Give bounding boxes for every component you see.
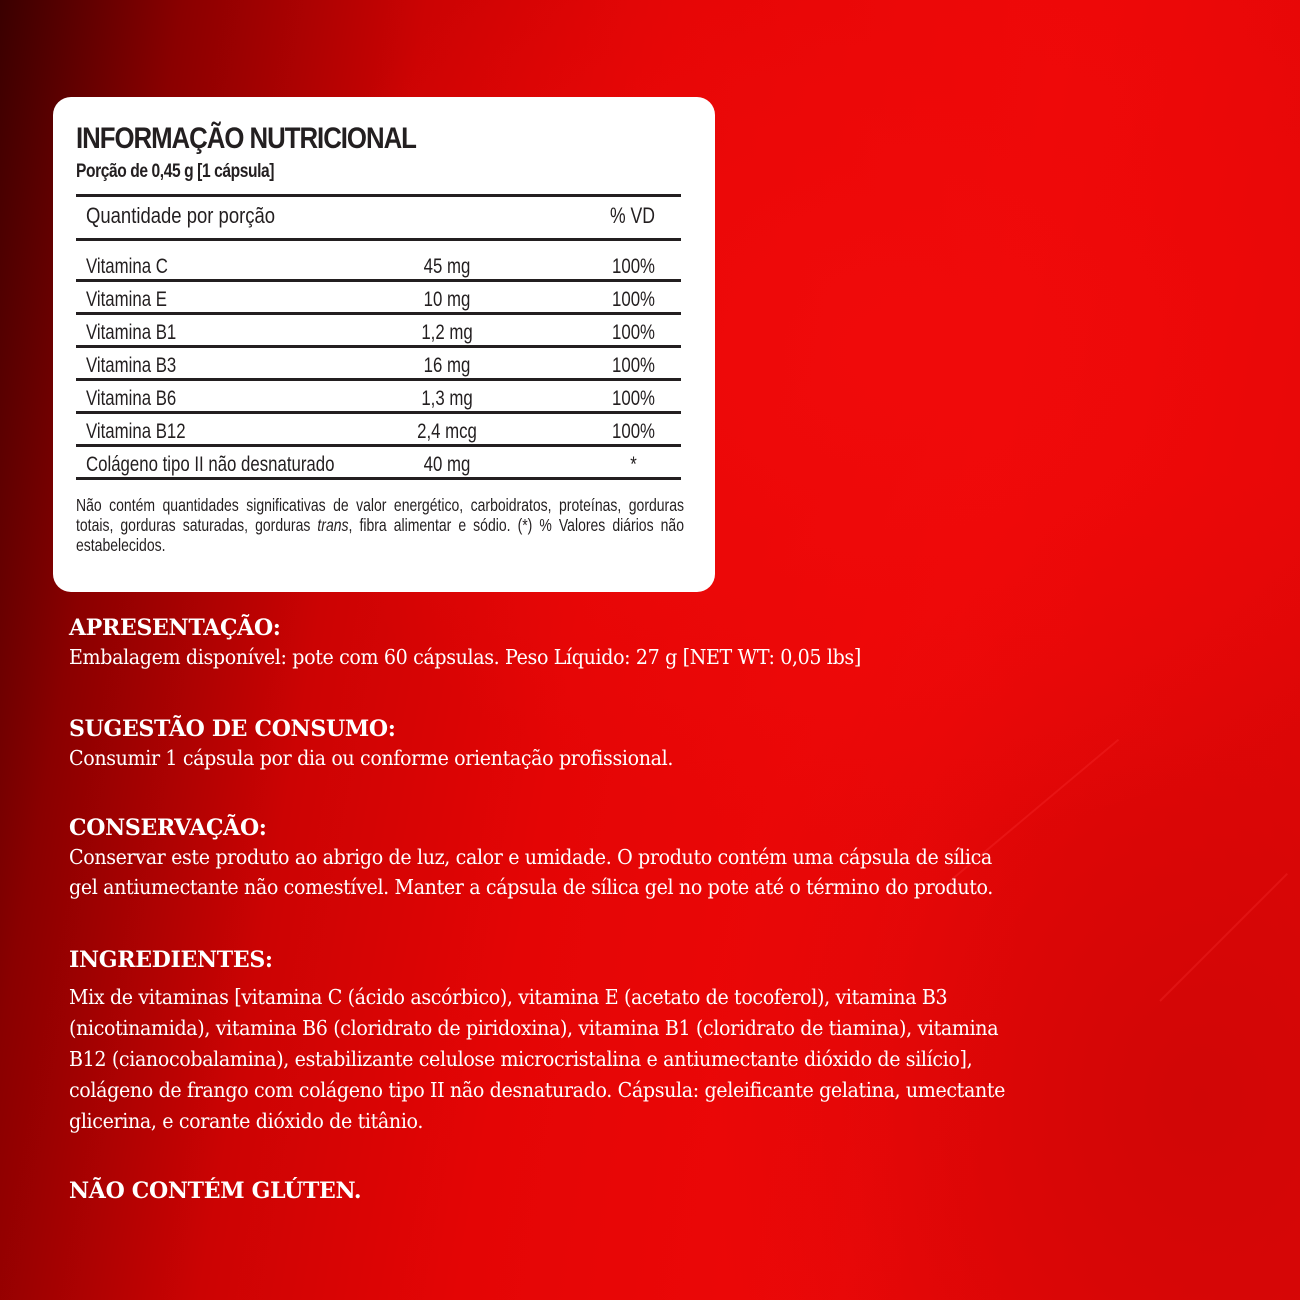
section-text-line: Mix de vitaminas [vitamina C (ácido ascórbico), vitamina E (acetato de tocoferol), vitamina B3	[69, 985, 948, 1009]
section-text-line: glicerina, e corante dióxido de titânio.	[69, 1109, 424, 1133]
section-text-line: B12 (cianocobalamina), estabilizante celulose microcristalina e antiumectante dióxido de silício],	[69, 1047, 973, 1071]
section-apresentacao	[69, 614, 921, 673]
nutrient-amount: 16 mg	[423, 354, 471, 377]
nutrient-amount: 45 mg	[423, 255, 471, 278]
nutrient-amount: 1,2 mg	[421, 321, 473, 344]
nutrient-name: Colágeno tipo II não desnaturado	[86, 453, 335, 476]
section-text-line: (nicotinamida), vitamina B6 (cloridrato de piridoxina), vitamina B1 (cloridrato de tiamina), vitamina	[69, 1016, 999, 1040]
nutrition-facts-card	[53, 97, 715, 592]
nutrient-name: Vitamina B1	[86, 321, 177, 344]
row-divider	[76, 477, 681, 480]
nutrient-row	[76, 282, 681, 315]
nutrient-dv: 100%	[612, 288, 655, 311]
section-ingredientes	[69, 946, 1076, 1137]
nutrient-name: Vitamina B6	[86, 387, 177, 410]
section-text-line: gel antiumectante não comestível. Manter a cápsula de sílica gel no pote até o término do produto.	[69, 875, 994, 899]
nutrient-amount: 1,3 mg	[421, 387, 473, 410]
section-heading: CONSERVAÇÃO:	[69, 815, 267, 841]
footnote-text: , fibra alimentar e sódio. (*) % Valores diários não estabelecidos.	[76, 515, 684, 555]
amount-per-serving-header: Quantidade por porção	[86, 203, 276, 228]
nutrition-footnote	[76, 495, 684, 555]
nutrient-row	[76, 315, 681, 348]
section-heading: INGREDIENTES:	[69, 947, 273, 973]
gluten-free-notice: NÃO CONTÉM GLÚTEN.	[69, 1178, 362, 1204]
section-text-line: Conservar este produto ao abrigo de luz, calor e umidade. O produto contém uma cápsula de sílica	[69, 845, 992, 869]
section-text: Consumir 1 cápsula por dia ou conforme orientação profissional.	[69, 746, 674, 770]
nutrient-row	[76, 381, 681, 414]
background-streak	[1159, 873, 1288, 1002]
nutrient-row	[76, 414, 681, 447]
section-text: Embalagem disponível: pote com 60 cápsulas. Peso Líquido: 27 g [NET WT: 0,05 lbs]	[69, 645, 861, 669]
footnote-text: Não contém quantidades significativas de valor energético, carboidratos, proteínas, gorduras totais, gorduras saturadas, gorduras	[76, 495, 684, 535]
nutrient-dv: 100%	[612, 387, 655, 410]
divider	[76, 194, 681, 197]
nutrient-amount: 40 mg	[423, 453, 471, 476]
nutrient-name: Vitamina E	[86, 288, 167, 311]
divider	[76, 238, 681, 241]
nutrient-name: Vitamina C	[86, 255, 168, 278]
nutrient-name: Vitamina B12	[86, 420, 186, 443]
nutrient-dv: 100%	[612, 321, 655, 344]
serving-size: Porção de 0,45 g [1 cápsula]	[76, 161, 275, 182]
nutrient-dv: 100%	[612, 354, 655, 377]
section-heading: SUGESTÃO DE CONSUMO:	[69, 716, 396, 742]
nutrient-row	[76, 348, 681, 381]
nutrient-dv: 100%	[612, 255, 655, 278]
nutrient-amount: 10 mg	[423, 288, 471, 311]
nutrient-name: Vitamina B3	[86, 354, 177, 377]
nutrient-dv: 100%	[612, 420, 655, 443]
nutrition-title: INFORMAÇÃO NUTRICIONAL	[76, 122, 416, 155]
section-text-line: colágeno de frango com colágeno tipo II não desnaturado. Cápsula: geleificante gelatina, umectante	[69, 1078, 1006, 1102]
section-conservacao	[69, 814, 1063, 903]
daily-value-header: % VD	[610, 203, 655, 228]
footnote-italic-trans: trans	[317, 515, 349, 535]
nutrient-row	[76, 249, 681, 282]
nutrient-dv: *	[630, 453, 637, 476]
nutrient-amount: 2,4 mcg	[417, 420, 477, 443]
section-heading: APRESENTAÇÃO:	[69, 615, 281, 641]
section-sugestao-consumo	[69, 715, 718, 774]
nutrient-row	[76, 447, 681, 480]
